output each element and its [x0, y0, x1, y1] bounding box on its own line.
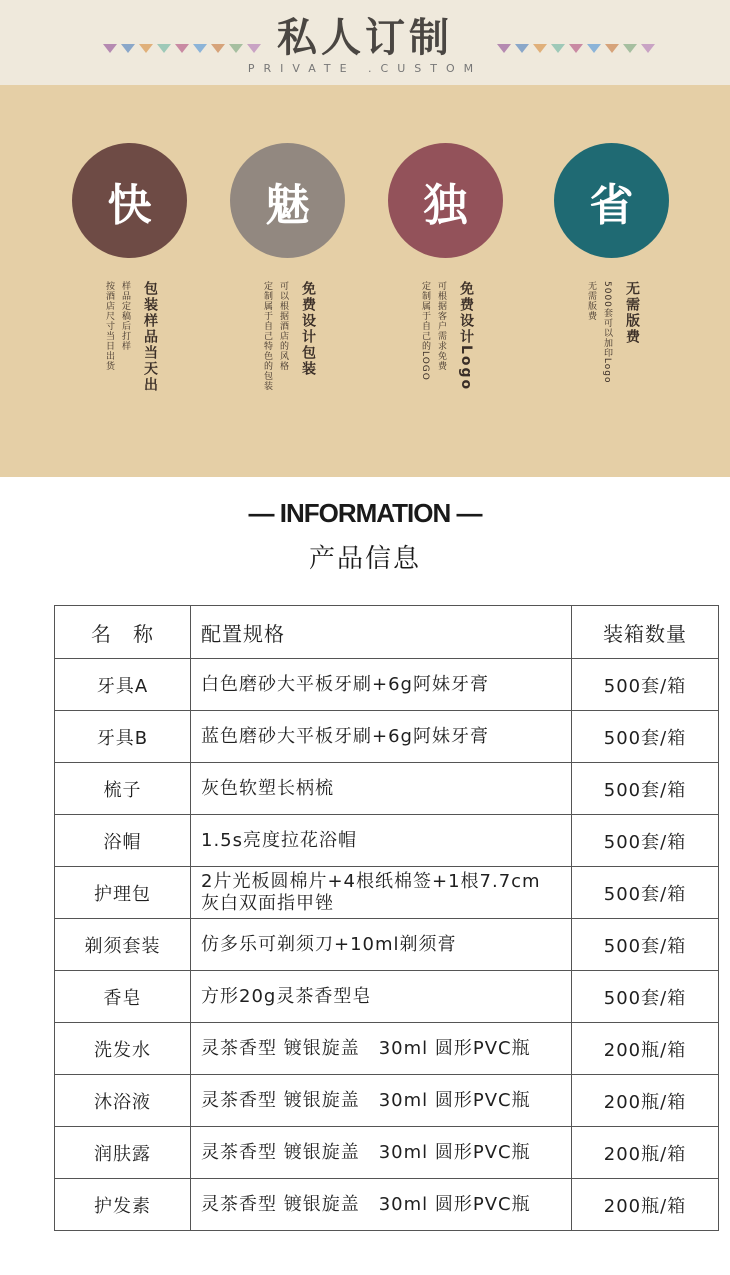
table-row: [55, 1023, 719, 1075]
feature-unique: [376, 85, 516, 477]
bunting-flag: [533, 44, 547, 53]
cell-name: 洗发水: [55, 1023, 191, 1075]
feature-save-title: 无需版费: [624, 281, 640, 345]
cell-name: 牙具A: [55, 659, 191, 711]
cell-name: 浴帽: [55, 815, 191, 867]
table-row: [55, 659, 719, 711]
feature-charm: [218, 85, 358, 477]
feature-unique-desc-2: 定制属于自己的LOGO: [420, 281, 430, 381]
cell-spec: 仿多乐可剃须刀+10ml剃须膏: [191, 919, 572, 971]
table-row: [55, 971, 719, 1023]
table-row: [55, 763, 719, 815]
bunting-flag: [515, 44, 529, 53]
feature-charm-badge: 魅: [230, 143, 345, 258]
cell-name: 沐浴液: [55, 1075, 191, 1127]
cell-name: 润肤露: [55, 1127, 191, 1179]
cell-spec: 白色磨砂大平板牙刷+6g阿妹牙膏: [191, 659, 572, 711]
cell-qty: 500套/箱: [572, 763, 719, 815]
feature-fast-badge: 快: [72, 143, 187, 258]
cell-qty: 500套/箱: [572, 867, 719, 919]
table-row: [55, 815, 719, 867]
feature-charm-title: 免费设计包装: [300, 281, 316, 377]
table-row: [55, 1075, 719, 1127]
header-qty: 装箱数量: [572, 606, 719, 659]
table-row: [55, 1127, 719, 1179]
cell-qty: 500套/箱: [572, 659, 719, 711]
cell-name: 护发素: [55, 1179, 191, 1231]
bunting-flag: [623, 44, 637, 53]
table-row: [55, 867, 719, 919]
cell-spec: 灵茶香型 镀银旋盖 30ml 圆形PVC瓶: [191, 1075, 572, 1127]
feature-unique-title: 免费设计Logo: [458, 281, 474, 392]
features-section: [0, 85, 730, 477]
feature-save: [542, 85, 682, 477]
cell-qty: 200瓶/箱: [572, 1179, 719, 1231]
table-row: [55, 711, 719, 763]
cell-spec: 灰色软塑长柄梳: [191, 763, 572, 815]
cell-spec: 方形20g灵茶香型皂: [191, 971, 572, 1023]
cell-spec: 灵茶香型 镀银旋盖 30ml 圆形PVC瓶: [191, 1023, 572, 1075]
feature-unique-badge: 独: [388, 143, 503, 258]
cell-name: 牙具B: [55, 711, 191, 763]
page-subtitle: PRIVATE .CUSTOM: [247, 62, 483, 75]
table-row: [55, 1179, 719, 1231]
header-spec: 配置规格: [191, 606, 572, 659]
cell-spec: 蓝色磨砂大平板牙刷+6g阿妹牙膏: [191, 711, 572, 763]
bunting-flag: [587, 44, 601, 53]
table-header-row: [55, 606, 719, 659]
cell-qty: 500套/箱: [572, 815, 719, 867]
bunting-flag: [605, 44, 619, 53]
header-banner: [0, 0, 730, 85]
cell-name: 香皂: [55, 971, 191, 1023]
cell-qty: 500套/箱: [572, 971, 719, 1023]
table-body: [55, 659, 719, 1231]
feature-unique-desc-1: 可根据客户需求免费: [436, 281, 446, 371]
cell-qty: 200瓶/箱: [572, 1023, 719, 1075]
cell-spec: 2片光板圆棉片+4根纸棉签+1根7.7cm 灰白双面指甲锉: [191, 867, 572, 919]
cell-qty: 500套/箱: [572, 919, 719, 971]
table-row: [55, 919, 719, 971]
header-name: 名 称: [55, 606, 191, 659]
product-info-heading: 产品信息: [308, 544, 421, 574]
cell-qty: 200瓶/箱: [572, 1075, 719, 1127]
cell-qty: 200瓶/箱: [572, 1127, 719, 1179]
feature-fast-desc-1: 样品定稿后打样: [120, 281, 130, 351]
cell-qty: 500套/箱: [572, 711, 719, 763]
feature-fast-title: 包装样品当天出: [142, 281, 158, 393]
cell-spec: 灵茶香型 镀银旋盖 30ml 圆形PVC瓶: [191, 1127, 572, 1179]
product-table: [54, 605, 719, 1231]
feature-save-desc-2: 无需版费: [586, 281, 596, 321]
feature-charm-desc-2: 定制属于自己特色的包装: [262, 281, 272, 391]
cell-spec: 1.5s亮度拉花浴帽: [191, 815, 572, 867]
bunting-right-decoration: [497, 44, 655, 53]
feature-save-desc-1: 5000套可以加印Logo: [602, 281, 612, 384]
feature-fast: [60, 85, 200, 477]
bunting-flag: [551, 44, 565, 53]
feature-fast-desc-2: 按酒店尺寸当日出货: [104, 281, 114, 371]
page-title: 私人订制: [277, 14, 453, 61]
feature-save-badge: 省: [554, 143, 669, 258]
cell-spec: 灵茶香型 镀银旋盖 30ml 圆形PVC瓶: [191, 1179, 572, 1231]
bunting-flag: [641, 44, 655, 53]
information-heading: — INFORMATION —: [248, 498, 482, 528]
cell-name: 梳子: [55, 763, 191, 815]
cell-name: 护理包: [55, 867, 191, 919]
feature-charm-desc-1: 可以根据酒店的风格: [278, 281, 288, 371]
bunting-flag: [569, 44, 583, 53]
bunting-flag: [497, 44, 511, 53]
cell-name: 剃须套装: [55, 919, 191, 971]
